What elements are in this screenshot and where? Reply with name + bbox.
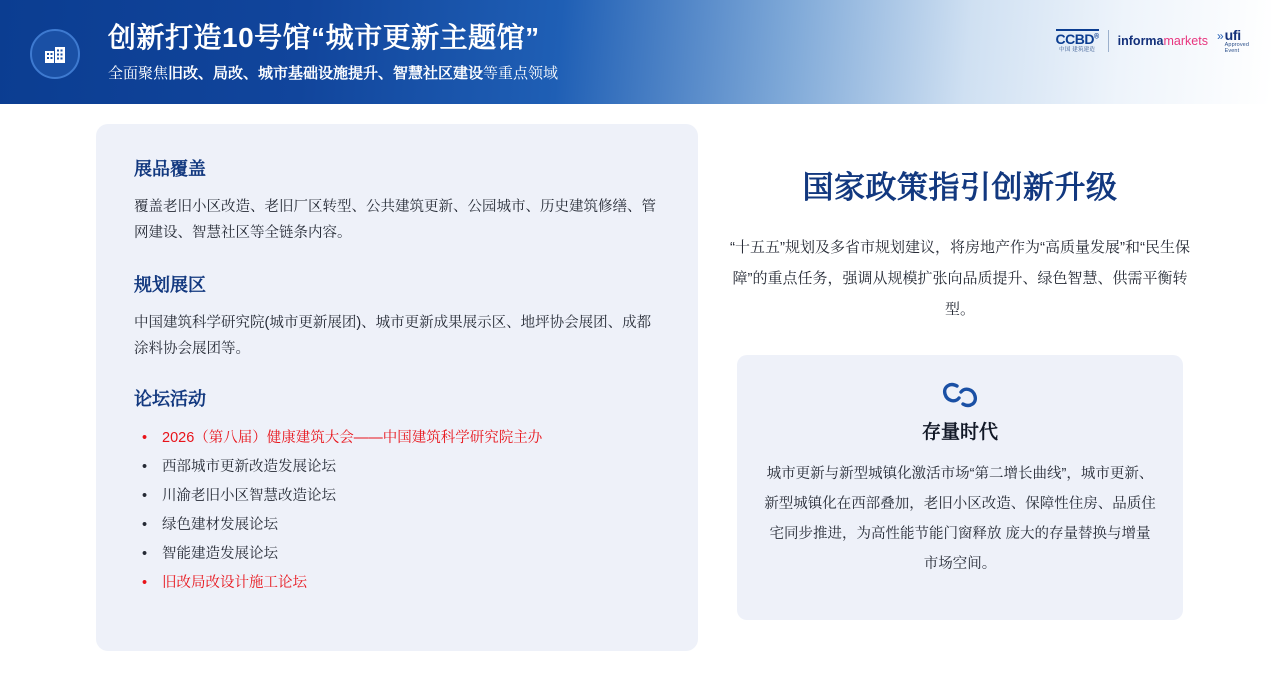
forum-activities-section [134,386,664,598]
exhibit-coverage-heading: 展品覆盖 [134,159,206,179]
policy-panel [716,150,1204,620]
planned-zones-section [134,272,664,362]
stock-era-card-title: 存量时代 [921,422,998,443]
informa-markets-logo [1118,35,1208,48]
list-item: • 西部城市更新改造发展论坛 [134,453,664,482]
ccbd-registered-mark: ® [1093,33,1099,41]
brand-logos [1056,24,1249,58]
ufi-sub-line-2: Event [1224,48,1240,54]
ccbd-logo-text: CCBD® [1055,30,1099,47]
subtitle-suffix: 等重点领域 [483,65,559,82]
page-header [0,0,1271,104]
ccbd-logo [1056,29,1099,54]
policy-panel-description: “十五五”规划及多省市规划建议，将房地产作为“高质量发展”和“民生保障”的重点任务，强调从规模扩张向品质提升、绿色智慧、供需平衡转型。 [730,239,1190,318]
subtitle-prefix: 全面聚焦 [108,65,169,82]
header-text-group [108,20,558,85]
ccbd-logo-subtext: 中国 建筑建造 [1059,46,1096,53]
exhibit-coverage-body: 覆盖老旧小区改造、老旧厂区转型、公共建筑更新、公园城市、历史建筑修缮、管网建设、智慧社区等全链条内容。 [134,199,656,241]
list-item: • 智能建造发展论坛 [134,540,664,569]
link-chain-icon [763,377,1157,411]
page-title: 创新打造10号馆“城市更新主题馆” [108,22,540,53]
list-item: • 绿色建材发展论坛 [134,511,664,540]
ufi-sub-line-1: Approved [1224,41,1249,48]
exhibit-coverage-section [134,156,664,246]
forum-activities-heading: 论坛活动 [134,389,206,409]
policy-panel-title: 国家政策指引创新升级 [802,170,1118,205]
forum-activities-list [134,424,664,598]
subtitle-bold: 旧改、局改、城市基础设施提升、智慧社区建设 [168,65,484,82]
list-item: • 川渝老旧小区智慧改造论坛 [134,482,664,511]
ufi-approved-event-logo [1217,28,1249,55]
stock-era-card [737,355,1183,620]
informa-text: informa [1117,33,1164,48]
logo-divider [1108,30,1109,52]
exhibit-info-panel [96,124,698,651]
planned-zones-body: 中国建筑科学研究院(城市更新展团)、城市更新成果展示区、地坪协会展团、成都涂料协会展团等。 [134,315,652,357]
building-icon [30,29,80,79]
ufi-text: ufi [1224,26,1241,43]
chevron-right-icon: » [1216,28,1224,43]
stock-era-card-body: 城市更新与新型城镇化激活市场“第二增长曲线”，城市更新、新型城镇化在西部叠加，老旧小区改造、保障性住房、品质住宅同步推进，为高性能节能门窗释放 庞大的存量替换与增量市场空间。 [764,466,1156,572]
list-item: • 旧改局改设计施工论坛 [134,569,664,598]
planned-zones-heading: 规划展区 [134,275,206,295]
list-item: • 2026（第八届）健康建筑大会——中国建筑科学研究院主办 [134,424,664,453]
markets-text: markets [1163,33,1208,48]
page-subtitle [108,63,558,85]
